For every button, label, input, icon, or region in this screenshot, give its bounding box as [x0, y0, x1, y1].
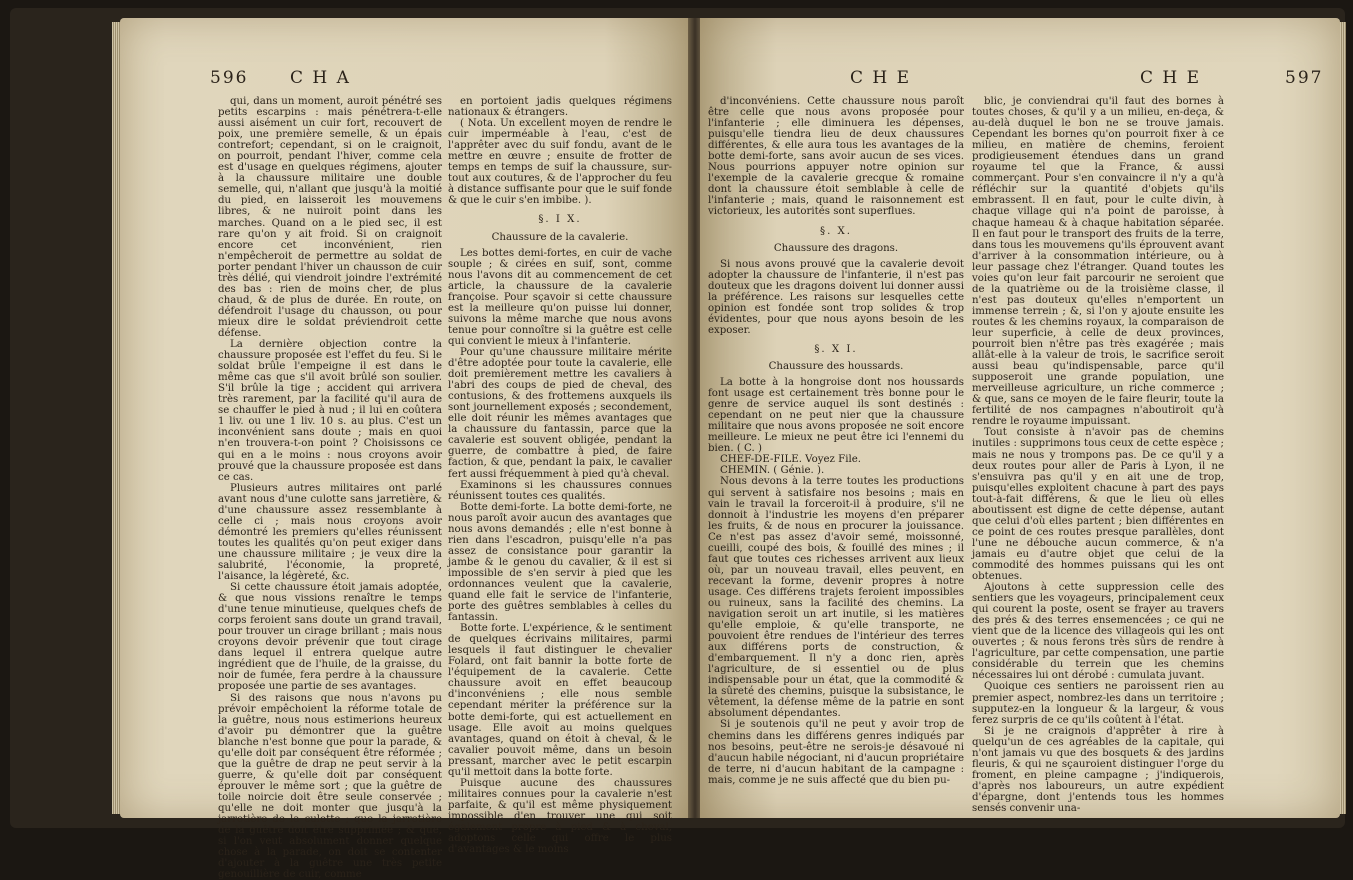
paragraph: Quoique ces sentiers ne paroissent rien au premier aspect, nombrez-les dans un territoire ; supputez-en la longueur & la largeur, & vous ferez surpris de ce qu'ils coûtent à l'état.: [972, 681, 1224, 726]
section-number: §. X.: [819, 225, 853, 237]
paragraph: Plusieurs autres militaires ont parlé avant nous d'une culotte sans jarretière, & d'une chaussure assez ressemblante à celle ci ; mais nous croyons avoir démontré les premiers qu'elles réunissent toutes les qualités qu'on peut exiger dans une chaussure militaire ; je veux dire la salubrité, l'économie, la propreté, l'aisance, la légèreté, &c.: [218, 482, 442, 583]
paragraph: qui, dans un moment, auroit pénétré ses petits escarpins : mais pénétrera-t-elle aussi aisément un cuir fort, recouvert de poix, une première semelle, & un épais contrefort; cependant, si on le craignoit, on pourroit, pendant l'hiver, comme cela est d'usage en quelques régimens, ajouter à la chaussure militaire une double semelle, qui, n'allant que jusqu'à la moitié du pied, en laisseroit les mouvemens libres, & ne nuiroit point dans les marches. Quand on a le pied sec, il est rare qu'on y ait froid. Si on craignoit encore cet inconvénient, rien n'empêcheroit de permettre au soldat de porter pendant l'hiver un chausson de cuir très délié, qui viendroit joindre l'extrémité des bas : rien de moins cher, de plus chaud, & de plus de durée. En route, on défendroit l'usage du chausson, ou pour mieux dire le soldat préviendroit cette défense.: [218, 96, 442, 339]
left-page-edges: [112, 22, 120, 814]
paragraph: Si cette chaussure étoit jamais adoptée, & que nous vissions renaître le temps d'une tenue minutieuse, quelques chefs de corps feroient sans doute un grand travail, pour trouver un cirage brillant ; mais nous croyons devoir prévenir que tout cirage dans lequel il entrera quelque autre ingrédient que de l'huile, de la graisse, du noir de fumée, fera perdre à la chaussure proposée une partie de ses avantages.: [218, 582, 442, 693]
paragraph: La botte à la hongroise dont nos houssards font usage est certainement très bonne pour le genre de service auquel ils sont destinés : cependant on ne peut nier que la chaussure militaire que nous avons proposée ne soit encore meilleure. Le mieux ne peut être ici l'ennemi du bien. ( C. ): [708, 377, 964, 455]
paragraph: Nous devons à la terre toutes les productions qui servent à satisfaire nos besoins ; mais en vain le travail la forceroit-il à produire, s'il ne donnoit à l'industrie les moyens d'en préparer les fruits, & de nous en procurer la jouissance. Ce n'est pas assez d'avoir semé, moissonné, cueilli, coupé des bois, & fouillé des mines ; il faut que toutes ces richesses arrivent aux lieux où, par un nouveau travail, elles peuvent, en recevant la forme, devenir propres à notre usage. Ces différens trajets feroient impossibles ou ruineux, sans la facilité des chemins. La navigation seroit un art inutile, si les matières qu'elle emploie, & qu'elle transporte, ne pouvoient être rendues de l'intérieur des terres aux différens ports de construction, & d'embarquement. Il n'y a donc rien, après l'agriculture, de si essentiel ou de plus indispensable pour un état, que la commodité & la sûreté des chemins, puisque la subsistance, le vêtement, la défense même de la patrie en sont absolument dépendantes.: [708, 476, 964, 720]
right-running-head-1: C H E: [850, 68, 912, 88]
paragraph: Les bottes demi-fortes, en cuir de vache souple ; & cirées en suif, sont, comme nous l'avons dit au commencement de cet article, la chaussure de la cavalerie françoise. Pour sçavoir si cette chaussure est la meilleure qu'on puisse lui donner, suivons la même marche que nous avons tenue pour connoître si la guêtre est celle qui convient le mieux à l'infanterie.: [448, 247, 672, 347]
paragraph: Puisque aucune des chaussures militaires connues pour la cavalerie n'est parfaite, & qu'il est même physiquement impossible d'en trouver une qui soit également propre à pied & à cheval, adoptons celle qui offre le plus d'avantages & le moins: [448, 777, 672, 856]
section-heading: Chaussure de la cavalerie.: [491, 231, 629, 243]
paragraph: Examinons si les chaussures connues réunissent toutes ces qualités.: [448, 479, 672, 502]
section-number: §. I X.: [538, 214, 582, 226]
left-page-number: 596: [210, 68, 249, 88]
left-running-head: C H A: [290, 68, 351, 88]
right-running-head-2: C H E: [1140, 68, 1202, 88]
right-page-number: 597: [1285, 68, 1324, 88]
paragraph: Pour qu'une chaussure militaire mérite d'être adoptée pour toute la cavalerie, elle doit premièrement mettre les cavaliers à l'abri des coups de pied de cheval, des contusions, & des frottemens auxquels ils sont journellement exposés ; secondement, elle doit réunir les mêmes avantages que la chaussure du fantassin, parce que la cavalerie est souvent obligée, pendant la guerre, de combattre à pied, de faire faction, & que, pendant la paix, le cavalier fert aussi fréquemment à pied qu'à cheval.: [448, 346, 672, 480]
paragraph: La dernière objection contre la chaussure proposée est l'effet du feu. Si le soldat brûle l'empeigne il est dans le même cas que s'il avoit brûlé son soulier. S'il brûle la tige ; accident qui arrivera très rarement, par la facilité qu'il aura de se chauffer le pied à nud ; il lui en coûtera 1 liv. ou une 1 liv. 10 s. au plus. C'est un inconvénient sans doute ; mais en quoi n'en trouvera-t-on point ? Choisissons ce qui en a le moins : nous croyons avoir prouvé que la chaussure proposée est dans ce cas.: [218, 339, 442, 483]
right-page: [700, 18, 1340, 818]
paragraph: Ajoutons à cette suppression celle des sentiers que les voyageurs, principalement ceux qui courent la poste, osent se frayer au travers des prés & des terres ensemencées ; ce qui ne vient que de la licence des villageois qui les ont ouvertes ; & nous ferons très sûrs de rendre à l'agriculture, par cette compensation, une partie considérable du terrein que les chemins nécessaires lui ont dérobé : cumulata juvant.: [972, 582, 1224, 682]
paragraph: Si je soutenois qu'il ne peut y avoir trop de chemins dans les différens genres indiqués par nos besoins, peut-être ne serois-je désavoué ni d'aucun habile négociant, ni d'aucun propriétaire de terre, ni d'aucun habitant de la campagne : mais, comme je ne suis affecté que du bien pu-: [708, 719, 964, 786]
paragraph: Botte forte. L'expérience, & le sentiment de quelques écrivains militaires, parmi lesquels il faut distinguer le chevalier Folard, ont fait bannir la botte forte de l'équipement de la cavalerie. Cette chaussure avoit en effet beaucoup d'inconvéniens ; elle nous semble cependant mériter la préférence sur la botte demi-forte, qui est actuellement en usage. Elle avoit au moins quelques avantages, quand on étoit à cheval, & le cavalier pouvoit même, dans un besoin pressant, marcher avec le petit escarpin qu'il mettoit dans la botte forte.: [448, 623, 672, 778]
paragraph: Si je ne craignois d'apprêter à rire à quelqu'un de ces agréables de la capitale, qui n'ont jamais vu que des bosquets & des jardins fleuris, & qui ne sçauroient distinguer l'orge du froment, en pleine campagne ; j'indiquerois, d'après nos laboureurs, un autre expédient d'épargne, dont j'entends tous les hommes sensés convenir una-: [972, 725, 1224, 814]
paragraph: Botte demi-forte. La botte demi-forte, ne nous paroît avoir aucun des avantages que nous avons demandés ; elle n'est bonne à rien dans l'escadron, puisqu'elle n'a pas assez de consistance pour garantir la jambe & le genou du cavalier, & il est si impossible de s'en servir à pied que les ordonnances veulent que la cavalerie, quand elle fait le service de l'infanterie, porte des guêtres semblables à celles du fantassin.: [448, 501, 672, 624]
section-heading: Chaussure des dragons.: [773, 242, 899, 254]
section-number: §. X I.: [814, 343, 858, 355]
left-page: [120, 18, 690, 880]
paragraph: Si des raisons que nous n'avons pu prévoir empêchoient la réforme totale de la guêtre, nous nous estimerions heureux d'avoir pu démontrer que la guêtre blanche n'est bonne que pour la parade, & qu'elle doit par conséquent être réformée ; que la guêtre de drap ne peut servir à la guerre, & qu'elle doit par conséquent éprouver le même sort ; que la guêtre de toile noircie doit être seule conservée ; qu'elle ne doit monter que jusqu'à la jarretière de la culotte ; que la jarretière de la guêtre doit être supprimée ; & que, si l'on veut absolument donner quelque chose à la parade, on doit se contenter d'ajouter à la guêtre une très petite genouillière de cuir, comme: [218, 692, 442, 880]
paragraph: Si nous avons prouvé que la cavalerie devoit adopter la chaussure de l'infanterie, il n'est pas douteux que les dragons doivent lui donner aussi la préférence. Les raisons sur lesquelles cette opinion est fondée sont trop solides & trop évidentes, pour que nous ayons besoin de les exposer.: [708, 258, 964, 336]
paragraph: blic, je conviendrai qu'il faut des bornes à toutes choses, & qu'il y a un milieu, en-deça, & au-delà duquel le bon ne se trouve jamais. Cependant les bornes qu'on pourroit fixer à ce milieu, en matière de chemins, feroient prodigieusement étendues dans un grand royaume tel que la France, & aussi commerçant. Pour s'en convaincre il n'y a qu'à réfléchir sur la quantité d'objets qu'ils embrassent. Il en faut, pour le culte divin, à chaque village qui n'a point de paroisse, à chaque hameau & à chaque habitation séparée. Il en faut pour le transport des fruits de la terre, dans tous les mouvemens qu'ils éprouvent avant d'arriver à la consommation intérieure, ou à leur passage chez l'étranger. Quand toutes les voies qu'on leur fait parcourir ne seroient que de la quatrième ou de la troisième classe, il n'est pas douteux qu'elles n'emportent un immense terrein ; &, si l'on y ajoute ensuite les routes & les chemins royaux, la comparaison de leur superficie, à celle de deux provinces, pourroit bien n'être pas très exagérée ; mais allât-elle à la valeur de trois, le sacrifice seroit aussi beau qu'indispensable, parce qu'il supposeroit une grande population, une merveilleuse agriculture, un riche commerce ; & que, sans ce moyen de le faire fleurir, toute la fertilité de nos campagnes n'aboutiroit qu'à rendre le royaume impuissant.: [972, 96, 1224, 428]
paragraph: d'inconvéniens. Cette chaussure nous paroît être celle que nous avons proposée pour l'infanterie ; elle diminuera les dépenses, puisqu'elle tiendra lieu de deux chaussures différentes, & elle aura tous les avantages de la botte demi-forte, sans avoir aucun de ses vices. Nous pourrions appuyer notre opinion sur l'exemple de la cavalerie grecque & romaine dont la chaussure étoit semblable à celle de l'infanterie ; mais, quand le raisonnement est victorieux, les autorités sont superflues.: [708, 96, 964, 218]
paragraph: en portoient jadis quelques régimens nationaux & étrangers.: [448, 96, 672, 119]
right-column-1: [708, 96, 964, 801]
paragraph: CHEF-DE-FILE. Voyez File.: [720, 454, 861, 466]
right-column-2: [972, 96, 1224, 814]
paragraph: CHEMIN. ( Génie. ).: [720, 465, 825, 477]
paragraph: Tout consiste à n'avoir pas de chemins inutiles : supprimons tous ceux de cette espèce ; mais ne nous y trompons pas. De ce qu'il y a deux routes pour aller de Paris à Lyon, il ne s'ensuivra pas qu'il y en ait une de trop, puisqu'elles exploitent chacune à part des pays tout-à-fait différens, & que le lieu où elles aboutissent est digne de cette dépense, autant que celui d'où elles partent ; bien différentes en ce point de ces routes presque parallèles, dont l'une ne débouche aucun commerce, & n'a jamais eu d'autre objet que celui de la commodité des hommes puissans qui les ont obtenues.: [972, 427, 1224, 583]
left-column-1: [218, 96, 442, 880]
paragraph: ( Nota. Un excellent moyen de rendre le cuir imperméable à l'eau, c'est de l'apprêter avec du suif fondu, avant de le mettre en œuvre ; ensuite de frotter de temps en temps de suif la chaussure, sur-tout aux coutures, & de l'approcher du feu à distance suffisante pour que le suif fonde & que le cuir s'en imbibe. ).: [448, 118, 672, 207]
section-heading: Chaussure des houssards.: [768, 360, 904, 372]
left-column-2: [448, 96, 672, 856]
